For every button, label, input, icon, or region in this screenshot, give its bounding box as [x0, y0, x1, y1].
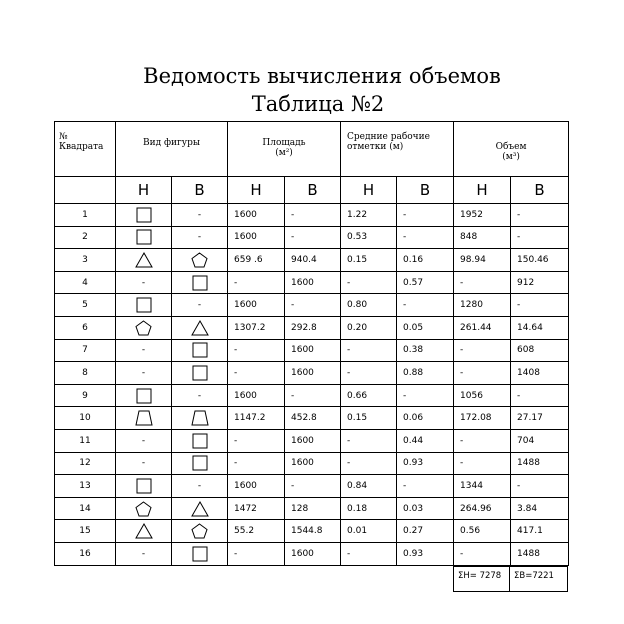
header-num-symbol: №	[59, 132, 68, 142]
table-row	[55, 316, 569, 339]
subheader-marks-b: В	[397, 177, 454, 204]
volume-b: -	[511, 384, 569, 407]
area-b: 1600	[285, 271, 341, 294]
shape-b: -	[172, 294, 228, 317]
volume-b: 608	[511, 339, 569, 362]
triangle-icon	[191, 504, 209, 514]
square-number: 9	[55, 384, 116, 407]
square-number: 6	[55, 316, 116, 339]
volume-n: -	[454, 542, 511, 565]
table-row	[55, 542, 569, 565]
subheader-area-b: В	[285, 177, 341, 204]
shape-n: -	[116, 339, 172, 362]
trapezoid-icon	[135, 414, 153, 424]
mark-n: -	[341, 452, 397, 475]
square-number: 3	[55, 249, 116, 272]
header-num-text: Квадрата	[59, 142, 104, 152]
square-icon	[136, 210, 152, 220]
shape-n: -	[116, 429, 172, 452]
square-number: 1	[55, 204, 116, 227]
volume-b: 3.84	[511, 497, 569, 520]
volume-n: 848	[454, 226, 511, 249]
mark-n: -	[341, 339, 397, 362]
header-row	[55, 122, 569, 177]
area-n: -	[228, 362, 285, 385]
area-n: 1600	[228, 204, 285, 227]
subheader-shape-b: В	[172, 177, 228, 204]
volume-n: 1344	[454, 475, 511, 498]
triangle-icon	[191, 323, 209, 333]
pentagon-icon	[191, 255, 208, 265]
volume-n: -	[454, 271, 511, 294]
shape-n	[116, 407, 172, 430]
sum-n: ΣН= 7278	[453, 566, 510, 592]
header-volume-unit: (м³)	[502, 152, 520, 162]
area-n: -	[228, 271, 285, 294]
table-row	[55, 384, 569, 407]
subheader-shape-n: Н	[116, 177, 172, 204]
area-n: 1472	[228, 497, 285, 520]
area-n: 1600	[228, 475, 285, 498]
mark-b: 0.88	[397, 362, 454, 385]
subheader-empty	[55, 177, 116, 204]
table-row	[55, 226, 569, 249]
subheader-volume-n: Н	[454, 177, 511, 204]
table-row	[55, 429, 569, 452]
subheader-volume-b: В	[511, 177, 569, 204]
area-n: -	[228, 452, 285, 475]
square-number: 8	[55, 362, 116, 385]
area-n: 659 .6	[228, 249, 285, 272]
volume-b: -	[511, 475, 569, 498]
volume-b: -	[511, 294, 569, 317]
header-square-number	[55, 122, 116, 177]
shape-b	[172, 520, 228, 543]
area-b: 128	[285, 497, 341, 520]
shape-b	[172, 452, 228, 475]
square-icon	[136, 481, 152, 491]
volume-n: 261.44	[454, 316, 511, 339]
pentagon-icon	[191, 527, 208, 537]
area-b: 1600	[285, 362, 341, 385]
shape-n	[116, 294, 172, 317]
volume-b: 704	[511, 429, 569, 452]
area-b: 1600	[285, 429, 341, 452]
area-n: 1307.2	[228, 316, 285, 339]
table-caption: Таблица №2	[251, 92, 385, 116]
volume-n: 264.96	[454, 497, 511, 520]
shape-b	[172, 362, 228, 385]
area-b: 452.8	[285, 407, 341, 430]
triangle-icon	[135, 527, 153, 537]
volume-n: 98.94	[454, 249, 511, 272]
area-n: -	[228, 542, 285, 565]
volume-b: -	[511, 204, 569, 227]
mark-n: 0.01	[341, 520, 397, 543]
mark-n: 0.15	[341, 249, 397, 272]
volume-b: 150.46	[511, 249, 569, 272]
volume-n: 1056	[454, 384, 511, 407]
mark-n: -	[341, 271, 397, 294]
sum-b: ΣВ=7221	[509, 566, 568, 592]
volume-n: 1952	[454, 204, 511, 227]
table-row	[55, 475, 569, 498]
shape-b	[172, 316, 228, 339]
document-title: Ведомость вычисления объемов	[143, 64, 501, 88]
mark-b: -	[397, 475, 454, 498]
header-shape-type: Вид фигуры	[116, 122, 228, 177]
area-n: 1147.2	[228, 407, 285, 430]
volume-n: -	[454, 452, 511, 475]
shape-n	[116, 226, 172, 249]
area-n: 1600	[228, 384, 285, 407]
area-b: -	[285, 204, 341, 227]
volume-n: 1280	[454, 294, 511, 317]
shape-n	[116, 475, 172, 498]
area-b: 1600	[285, 452, 341, 475]
square-number: 10	[55, 407, 116, 430]
mark-b: 0.27	[397, 520, 454, 543]
square-number: 7	[55, 339, 116, 362]
shape-b	[172, 271, 228, 294]
header-area-unit: (м²)	[275, 148, 293, 158]
shape-b	[172, 497, 228, 520]
table-row	[55, 339, 569, 362]
subheader-marks-n: Н	[341, 177, 397, 204]
header-volume-text: Объем	[495, 142, 527, 152]
shape-b	[172, 249, 228, 272]
area-n: 55.2	[228, 520, 285, 543]
pentagon-icon	[135, 504, 152, 514]
square-icon	[192, 368, 208, 378]
mark-b: -	[397, 294, 454, 317]
mark-b: 0.93	[397, 542, 454, 565]
mark-n: -	[341, 542, 397, 565]
square-icon	[192, 549, 208, 559]
area-b: -	[285, 294, 341, 317]
shape-n: -	[116, 542, 172, 565]
mark-b: 0.05	[397, 316, 454, 339]
trapezoid-icon	[191, 414, 209, 424]
mark-n: 0.20	[341, 316, 397, 339]
shape-b: -	[172, 384, 228, 407]
shape-b: -	[172, 226, 228, 249]
square-icon	[192, 346, 208, 356]
mark-b: 0.57	[397, 271, 454, 294]
table-row	[55, 204, 569, 227]
shape-n	[116, 249, 172, 272]
volume-n: 172.08	[454, 407, 511, 430]
area-b: 1544.8	[285, 520, 341, 543]
square-number: 11	[55, 429, 116, 452]
table-row	[55, 249, 569, 272]
area-b: -	[285, 226, 341, 249]
table-body	[55, 204, 569, 566]
volume-table	[54, 121, 569, 566]
table-row	[55, 497, 569, 520]
table-row	[55, 294, 569, 317]
table-row	[55, 271, 569, 294]
volume-b: 1408	[511, 362, 569, 385]
square-number: 2	[55, 226, 116, 249]
triangle-icon	[135, 255, 153, 265]
shape-n: -	[116, 362, 172, 385]
mark-n: -	[341, 362, 397, 385]
mark-n: 0.66	[341, 384, 397, 407]
mark-b: 0.03	[397, 497, 454, 520]
square-icon	[136, 391, 152, 401]
header-area	[228, 122, 341, 177]
square-icon	[192, 459, 208, 469]
mark-n: 0.80	[341, 294, 397, 317]
area-n: -	[228, 339, 285, 362]
area-b: 1600	[285, 339, 341, 362]
header-marks-text: Средние рабочие	[347, 132, 430, 142]
square-number: 14	[55, 497, 116, 520]
shape-b: -	[172, 475, 228, 498]
mark-b: 0.93	[397, 452, 454, 475]
pentagon-icon	[135, 323, 152, 333]
table-row	[55, 407, 569, 430]
shape-b	[172, 339, 228, 362]
mark-b: -	[397, 226, 454, 249]
area-b: 292.8	[285, 316, 341, 339]
volume-n: -	[454, 429, 511, 452]
shape-n: -	[116, 452, 172, 475]
volume-n: 0.56	[454, 520, 511, 543]
subheader-row	[55, 177, 569, 204]
table-row	[55, 362, 569, 385]
volume-n: -	[454, 362, 511, 385]
mark-n: 1.22	[341, 204, 397, 227]
header-working-marks	[341, 122, 454, 177]
square-number: 13	[55, 475, 116, 498]
shape-b: -	[172, 204, 228, 227]
mark-b: -	[397, 384, 454, 407]
volume-b: 27.17	[511, 407, 569, 430]
table-row	[55, 452, 569, 475]
area-b: 1600	[285, 542, 341, 565]
mark-b: 0.16	[397, 249, 454, 272]
volume-b: 417.1	[511, 520, 569, 543]
header-marks-unit: отметки (м)	[347, 142, 404, 152]
mark-n: 0.53	[341, 226, 397, 249]
area-n: -	[228, 429, 285, 452]
square-number: 4	[55, 271, 116, 294]
mark-b: -	[397, 204, 454, 227]
mark-n: 0.84	[341, 475, 397, 498]
square-number: 5	[55, 294, 116, 317]
shape-n	[116, 520, 172, 543]
volume-b: 912	[511, 271, 569, 294]
square-icon	[192, 278, 208, 288]
volume-b: -	[511, 226, 569, 249]
table-row	[55, 520, 569, 543]
area-n: 1600	[228, 226, 285, 249]
header-area-text: Площадь	[262, 138, 306, 148]
square-icon	[136, 233, 152, 243]
mark-b: 0.38	[397, 339, 454, 362]
volume-n: -	[454, 339, 511, 362]
area-n: 1600	[228, 294, 285, 317]
shape-n	[116, 316, 172, 339]
square-number: 12	[55, 452, 116, 475]
shape-b	[172, 542, 228, 565]
area-b: -	[285, 384, 341, 407]
square-number: 16	[55, 542, 116, 565]
subheader-area-n: Н	[228, 177, 285, 204]
square-icon	[192, 436, 208, 446]
shape-b	[172, 429, 228, 452]
volume-b: 1488	[511, 542, 569, 565]
mark-b: 0.06	[397, 407, 454, 430]
square-icon	[136, 301, 152, 311]
shape-n	[116, 204, 172, 227]
shape-n	[116, 384, 172, 407]
shape-n: -	[116, 271, 172, 294]
shape-b	[172, 407, 228, 430]
mark-n: -	[341, 429, 397, 452]
mark-n: 0.18	[341, 497, 397, 520]
header-volume	[454, 122, 569, 177]
area-b: 940.4	[285, 249, 341, 272]
area-b: -	[285, 475, 341, 498]
square-number: 15	[55, 520, 116, 543]
mark-n: 0.15	[341, 407, 397, 430]
mark-b: 0.44	[397, 429, 454, 452]
volume-b: 14.64	[511, 316, 569, 339]
volume-b: 1488	[511, 452, 569, 475]
shape-n	[116, 497, 172, 520]
